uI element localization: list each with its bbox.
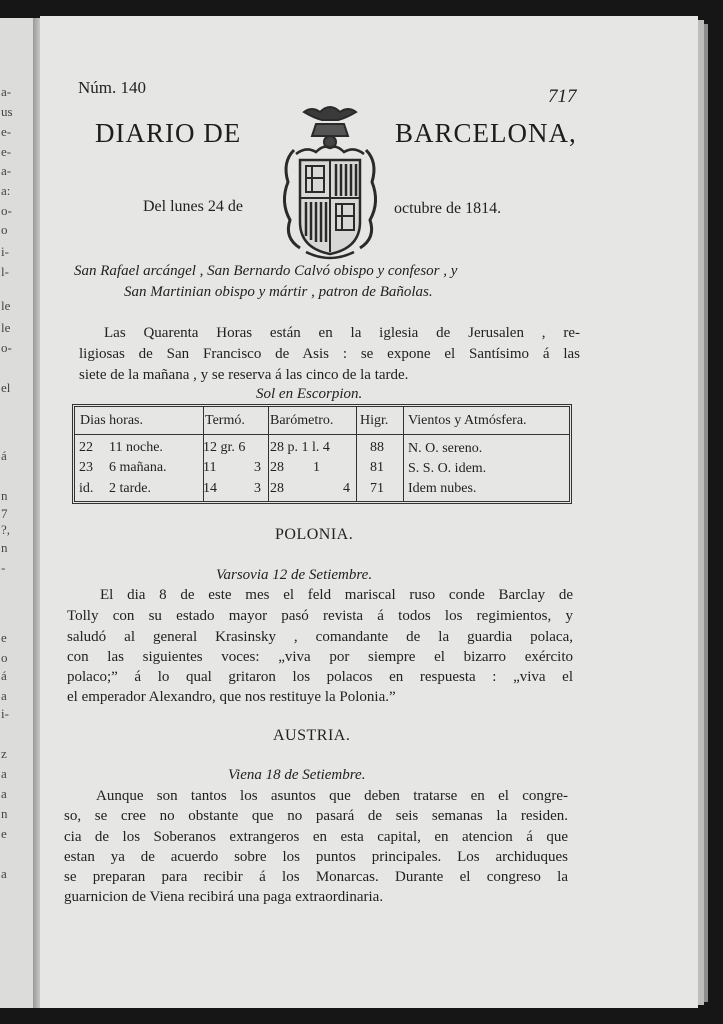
left-page-fragment: a-: [1, 84, 12, 99]
table-cell-higr: 81: [370, 460, 384, 475]
left-page-fragment: a-: [1, 163, 12, 178]
page-edge-shadow: [704, 24, 708, 1002]
polonia-line-2: Tolly con su estado mayor pasó revista á todos los regimientos, y: [67, 608, 573, 624]
left-page-fragment: a: [1, 688, 7, 703]
table-cell-vientos: S. S. O. idem.: [408, 461, 487, 476]
masthead-left: DIARIO DE: [95, 118, 242, 148]
cuarenta-horas-line-2: ligiosas de San Francisco de Asis : se expone el Santísimo á las: [79, 346, 580, 362]
table-cell-termo: 11 3: [203, 460, 261, 475]
table-cell-day: 22: [79, 440, 93, 455]
austria-line-3: cia de los Soberanos extrangeros en esta capital, en atencion á que: [64, 829, 568, 845]
left-page-fragment: le: [1, 298, 11, 313]
austria-line-6: guarnicion de Viena recibirá una paga extraordinaria.: [64, 889, 384, 905]
table-cell-vientos: Idem nubes.: [408, 481, 477, 496]
left-page-fragment: a: [1, 866, 7, 881]
table-cell-higr: 71: [370, 481, 384, 496]
date-left: Del lunes 24 de: [143, 198, 243, 215]
left-page-fragment: le: [1, 320, 11, 335]
austria-line-1: Aunque son tantos los asuntos que deben tratarse en el congre-: [96, 788, 568, 804]
sol-en-signo: Sol en Escorpion.: [256, 386, 363, 402]
dateline-viena: Viena 18 de Setiembre.: [228, 767, 366, 783]
polonia-line-5: polaco;” á lo qual gritaron los polacos en respuesta : „viva el: [67, 669, 573, 685]
table-cell-hour: 11 noche.: [109, 440, 163, 455]
table-cell-termo: 12 gr. 6: [203, 440, 246, 455]
table-cell-barometro: 28 4: [270, 481, 350, 496]
left-page-fragment: á: [1, 448, 7, 463]
header-vientos: Vientos y Atmósfera.: [408, 413, 527, 428]
left-page-fragment: o-: [1, 203, 12, 218]
table-cell-vientos: N. O. sereno.: [408, 441, 483, 456]
left-page-fragment: a: [1, 786, 7, 801]
issue-number: Núm. 140: [78, 78, 146, 97]
austria-line-5: se preparan para recibir á los Monarcas. Durante el congreso la: [64, 869, 568, 885]
table-cell-hour: 6 mañana.: [109, 460, 167, 475]
table-cell-day: id.: [79, 481, 94, 496]
page-number: 717: [548, 86, 577, 107]
table-cell-day: 23: [79, 460, 93, 475]
saints-line-2: San Martinian obispo y mártir , patron de Bañolas.: [124, 284, 433, 300]
left-page-fragment: n: [1, 540, 8, 555]
cuarenta-horas-line-1: Las Quarenta Horas están en la iglesia de Jerusalen , re-: [104, 325, 580, 341]
left-page-fragment: 7: [1, 506, 8, 521]
table-cell-barometro: 28 1: [270, 460, 320, 475]
left-page-fragment: e-: [1, 124, 12, 139]
left-page-fragment: á: [1, 668, 7, 683]
dateline-varsovia: Varsovia 12 de Setiembre.: [216, 567, 373, 583]
left-page-fragment: l-: [1, 264, 9, 279]
header-dias-horas: Dias horas.: [80, 413, 143, 428]
left-page-fragment: i-: [1, 706, 9, 721]
cuarenta-horas-line-3: siete de la mañana , y se reserva á las cinco de la tarde.: [79, 367, 409, 383]
left-page-fragment: i-: [1, 244, 9, 259]
left-page-fragment: e: [1, 826, 7, 841]
left-page-fragment: ?,: [1, 522, 11, 537]
masthead-right: BARCELONA,: [395, 118, 577, 148]
left-page-fragment: a:: [1, 183, 11, 198]
header-termo: Termó.: [205, 413, 245, 428]
left-page-fragment: o: [1, 222, 8, 237]
table-cell-higr: 88: [370, 440, 384, 455]
left-page-fragment: o: [1, 650, 8, 665]
header-higr: Higr.: [360, 413, 389, 428]
polonia-line-4: con las siguientes voces: „viva por siempre el bizarro exército: [67, 649, 573, 665]
header-barometro: Barómetro.: [270, 413, 334, 428]
left-page-fragment: z: [1, 746, 7, 761]
left-page-fragment: el: [1, 380, 11, 395]
saints-line-1: San Rafael arcángel , San Bernardo Calvó obispo y confesor , y: [74, 263, 458, 279]
left-page-fragment: e: [1, 630, 7, 645]
left-page-fragment: n: [1, 488, 8, 503]
left-page-fragment: a: [1, 766, 7, 781]
table-cell-hour: 2 tarde.: [109, 481, 151, 496]
polonia-line-1: El dia 8 de este mes el feld mariscal ruso conde Barclay de: [100, 587, 573, 603]
table-cell-termo: 14 3: [203, 481, 261, 496]
left-page-fragment: n: [1, 806, 8, 821]
coat-of-arms-icon: [276, 102, 384, 262]
left-page-fragment: o-: [1, 340, 12, 355]
left-page-fragment: -: [1, 560, 6, 575]
polonia-line-6: el emperador Alexandro, que nos restituye la Polonia.”: [67, 689, 396, 705]
section-title-austria: AUSTRIA.: [273, 727, 351, 744]
date-right: octubre de 1814.: [394, 200, 502, 217]
polonia-line-3: saludó al general Krasinsky , comandante de la guardia polaca,: [67, 629, 573, 645]
austria-line-2: so, se cree no obstante que no pasará de seis semanas la residen.: [64, 808, 568, 824]
left-page-fragment: e-: [1, 144, 12, 159]
table-cell-barometro: 28 p. 1 l. 4: [270, 440, 330, 455]
left-page-fragment: us: [1, 104, 13, 119]
austria-line-4: estan ya de acuerdo sobre los puntos principales. Los archiduques: [64, 849, 568, 865]
section-title-polonia: POLONIA.: [275, 526, 354, 543]
